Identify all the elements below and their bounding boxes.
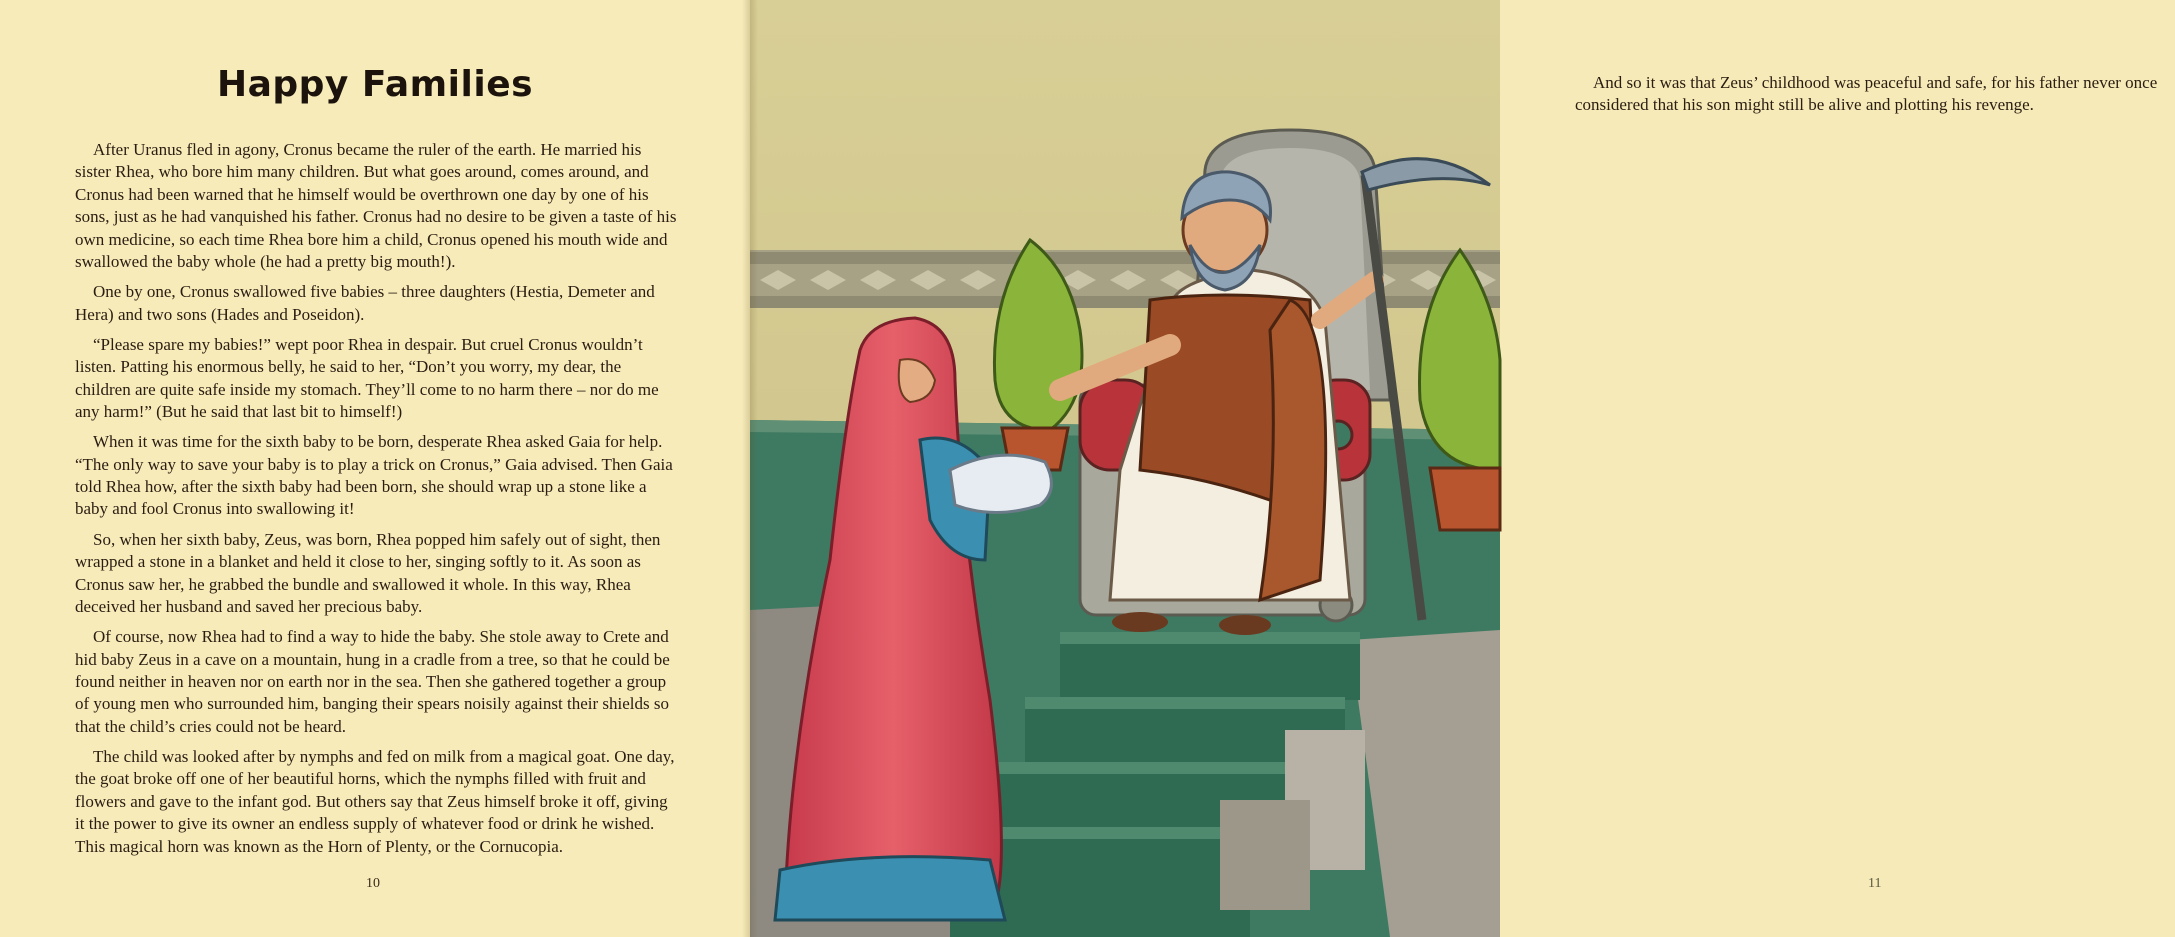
right-page-text: And so it was that Zeus’ childhood was peaceful and safe, for his father never once considered that his son might still be alive and plotting his revenge. [1575,73,2158,115]
paragraph-6: Of course, now Rhea had to find a way to hide the baby. She stole away to Crete and hid baby Zeus in a cave on a mountain, hung in a cradle from a tree, so that he could be found neither in heaven nor on earth nor in the sea. Then she gathered together a group of young men who surrounded him, banging their spears noisily against their shields so that the child’s cries could not be heard. [75,627,670,736]
paragraph-2: One by one, Cronus swallowed five babies – three daughters (Hestia, Demeter and Hera) and two sons (Hades and Poseidon). [75,282,655,324]
page-title: Happy Families [216,64,534,105]
paragraph-3: “Please spare my babies!” wept poor Rhea in despair. But cruel Cronus wouldn’t listen. Patting his enormous belly, he said to her, “Don’t you worry, my dear, the children are quite safe inside my stomach. They’ll come to no harm there – nor do me any harm!” (But he said that last bit to himself!) [75,334,659,422]
story-text [75,139,677,866]
page-number-right: 11 [1868,876,1882,891]
right-page [750,0,2158,937]
page-number-left: 10 [366,876,380,891]
paragraph-4: When it was time for the sixth baby to be born, desperate Rhea asked Gaia for help. “The only way to save your baby is to play a trick on Cronus,” Gaia advised. Then Gaia told Rhea how, after the sixth baby had been born, she should wrap up a stone like a baby and fool Cronus into swallowing it! [75,432,673,519]
illustration-cronus-and-rhea [750,0,1500,937]
paragraph-5: So, when her sixth baby, Zeus, was born, Rhea popped him safely out of sight, then wrapped a stone in a blanket and held it close to her, singing softly to it. As soon as Cronus saw her, he grabbed the bundle and swallowed it whole. In this way, Rhea deceived her husband and saved her precious baby. [75,529,661,616]
frieze [750,250,1500,308]
paragraph-1: After Uranus fled in agony, Cronus became the ruler of the earth. He married his sister Rhea, who bore him many children. But what goes around, comes around, and Cronus had been warned that he himself would be overthrown one day by one of his sons, just as he had vanquished his father. Cronus had no desire to be given a taste of his own medicine, so each time Rhea bore him a child, Cronus opened his mouth wide and swallowed the baby whole (he had a pretty big mouth!). [75,140,677,272]
left-page [0,0,750,937]
paragraph-7: The child was looked after by nymphs and fed on milk from a magical goat. One day, the goat broke off one of her beautiful horns, which the nymphs filled with fruit and flowers and gave to the infant god. But others say that Zeus himself broke it off, giving it the power to give its owner an endless supply of whatever food or drink he wished. This magical horn was known as the Horn of Plenty, or the Cornucopia. [75,746,675,856]
book-gutter [742,0,758,937]
